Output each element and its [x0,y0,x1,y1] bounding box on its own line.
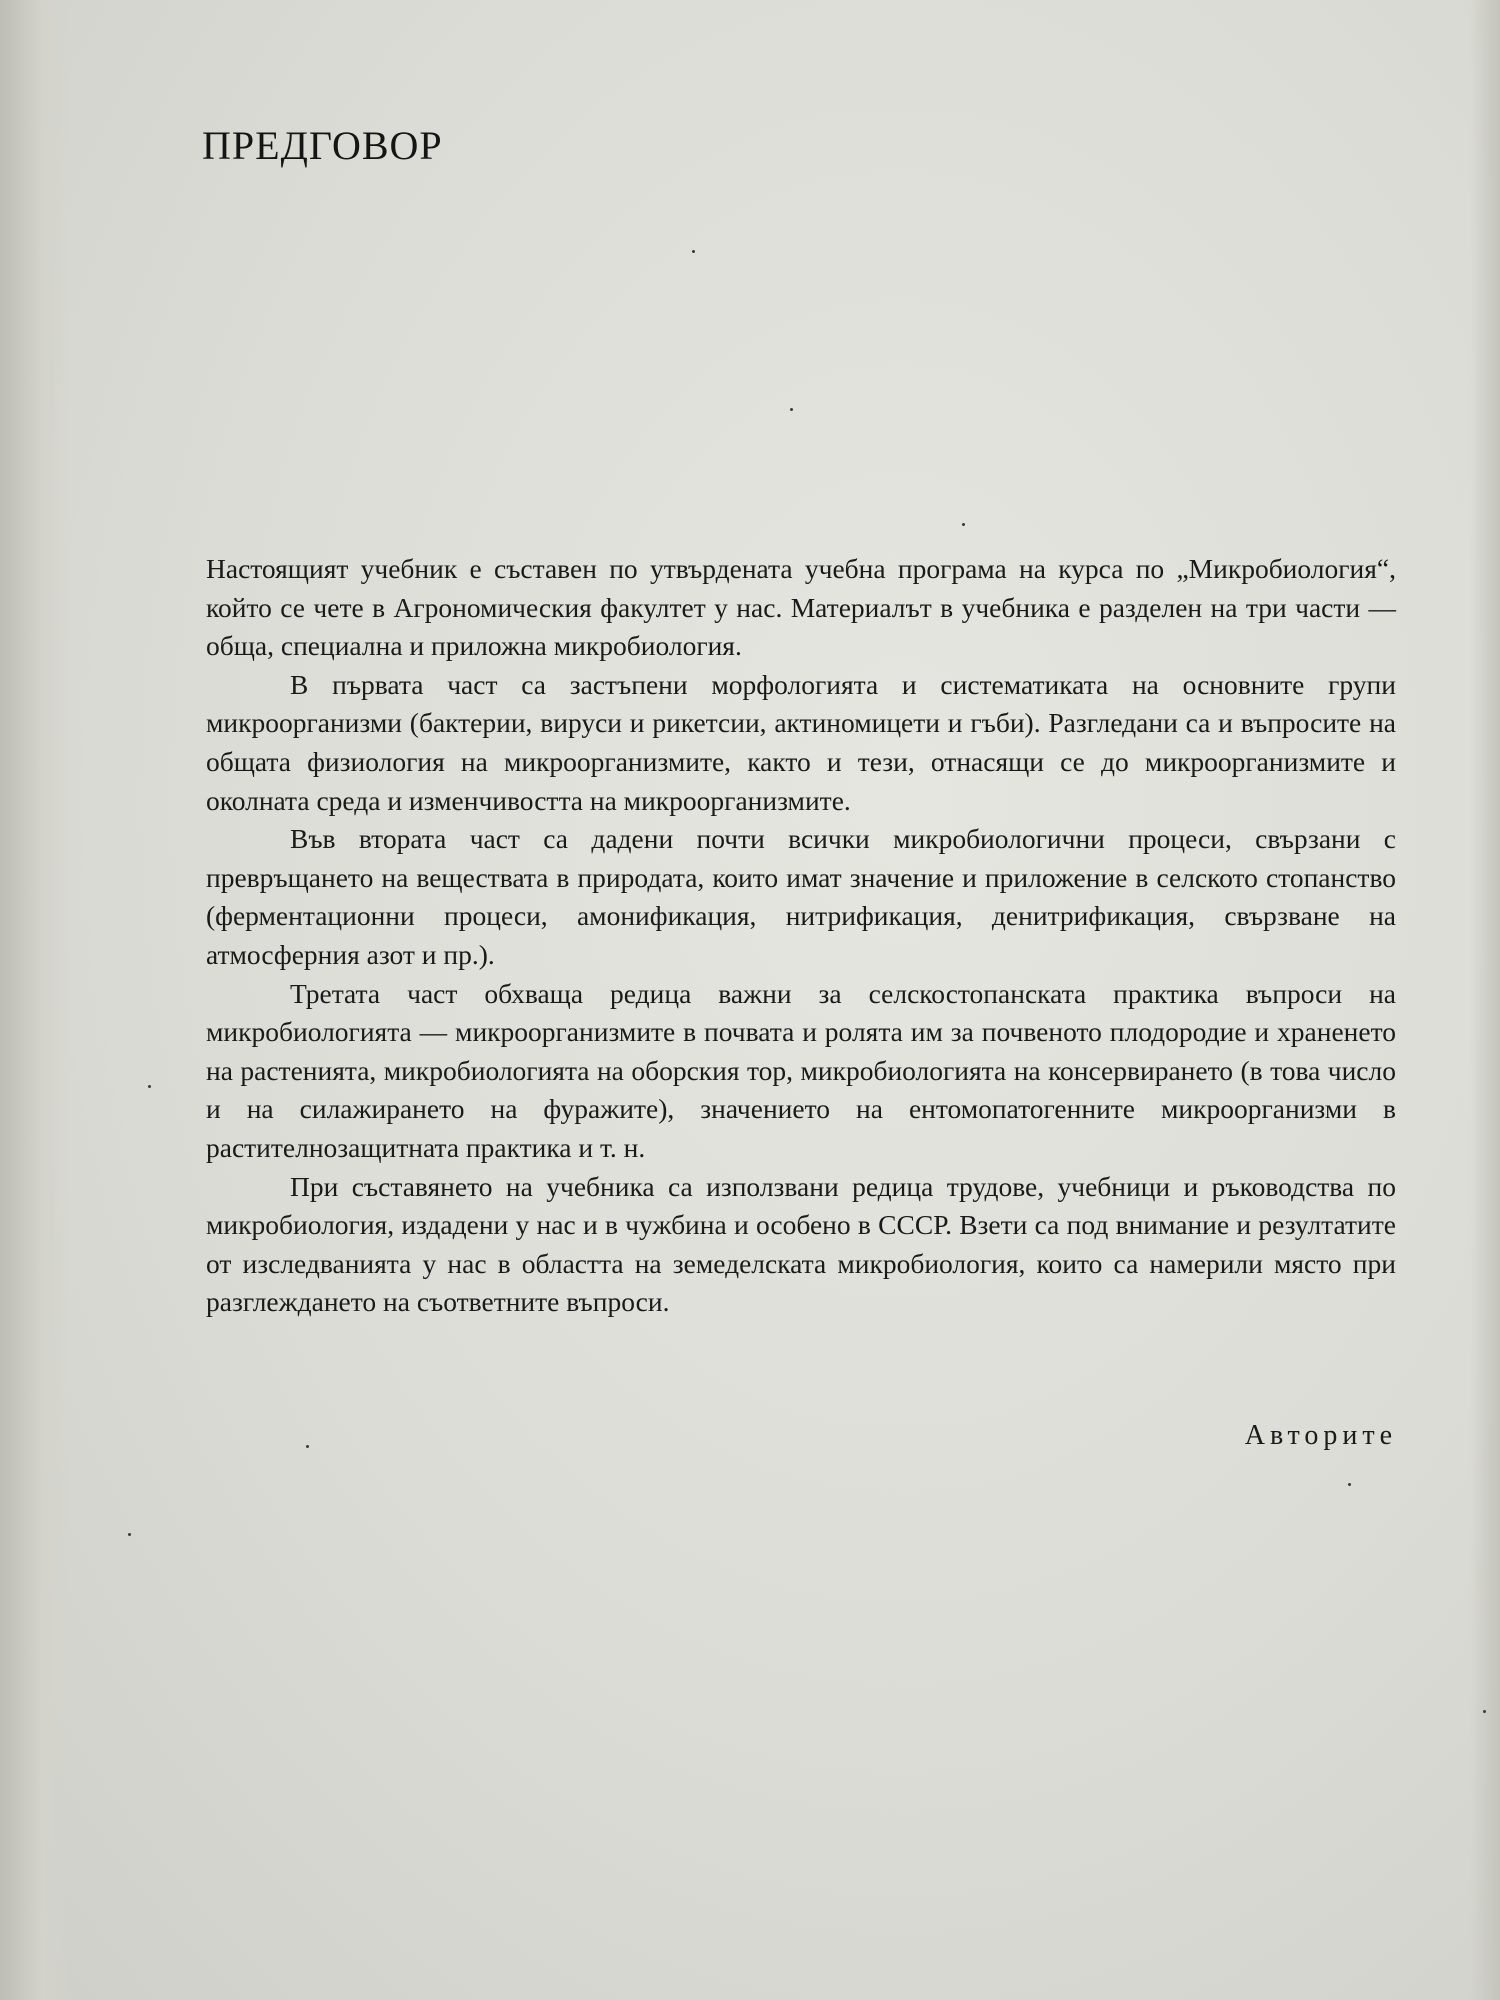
paragraph-1: Настоящият учебник е съставен по утвърдената учебна програма на курса по „Микробиология“, който се чете в Агрономическия факултет у нас. Материалът в учебника е разделен на три части — обща, специална и приложна микробиология. [206,553,1396,662]
paper-speck [790,408,793,411]
preface-body [206,550,1396,1322]
paper-speck [148,1085,151,1088]
paper-speck [128,1533,131,1536]
paragraph-2: В първата част са застъпени морфологията и систематиката на основните групи микроорганизми (бактерии, вируси и рикетсии, актиномицети и гъби). Разгледани са и въпросите на общата физиология на микроорганизмите, както и тези, отнасящи се до микроорганизмите и околната среда и изменчивостта на микроорганизмите. [206,668,1396,816]
page-title: ПРЕДГОВОР [202,123,443,168]
paragraph-3: Във втората част са дадени почти всички микробиологични процеси, свързани с превръщането на веществата в природата, които имат значение и приложение в селското стопанство (ферментационни процеси, амонификация, нитрификация, денитрификация, свързване на атмосферния азот и пр.). [206,823,1396,970]
paragraph-5: При съставянето на учебника са използвани редица трудове, учебници и ръководства по микробиология, издадени у нас и в чужбина и особено в СССР. Взети са под внимание и резултатите от изследванията у нас в областта на земеделската микробиология, които са намерили място при разглеждането на съответните въпроси. [206,1170,1396,1318]
paper-speck [962,523,965,526]
signature: Авторите [1244,1420,1397,1451]
paper-speck [306,1445,309,1448]
paper-speck [1483,1710,1486,1713]
paragraph-4: Третата част обхваща редица важни за селскостопанската практика въпроси на микробиологията — микроорганизмите в почвата и ролята им за почвеното плодородие и храненето на растенията, микробиологията на оборския тор, микробиологията на консервирането (в това число и на силажирането на фуражите), значението на ентомопатогенните микроорганизми в растителнозащитната практика и т. н. [206,977,1396,1163]
paper-speck [692,250,695,253]
paper-speck [1348,1483,1351,1486]
page-gutter-shadow [0,0,70,2000]
page-edge-shadow [1470,0,1500,2000]
